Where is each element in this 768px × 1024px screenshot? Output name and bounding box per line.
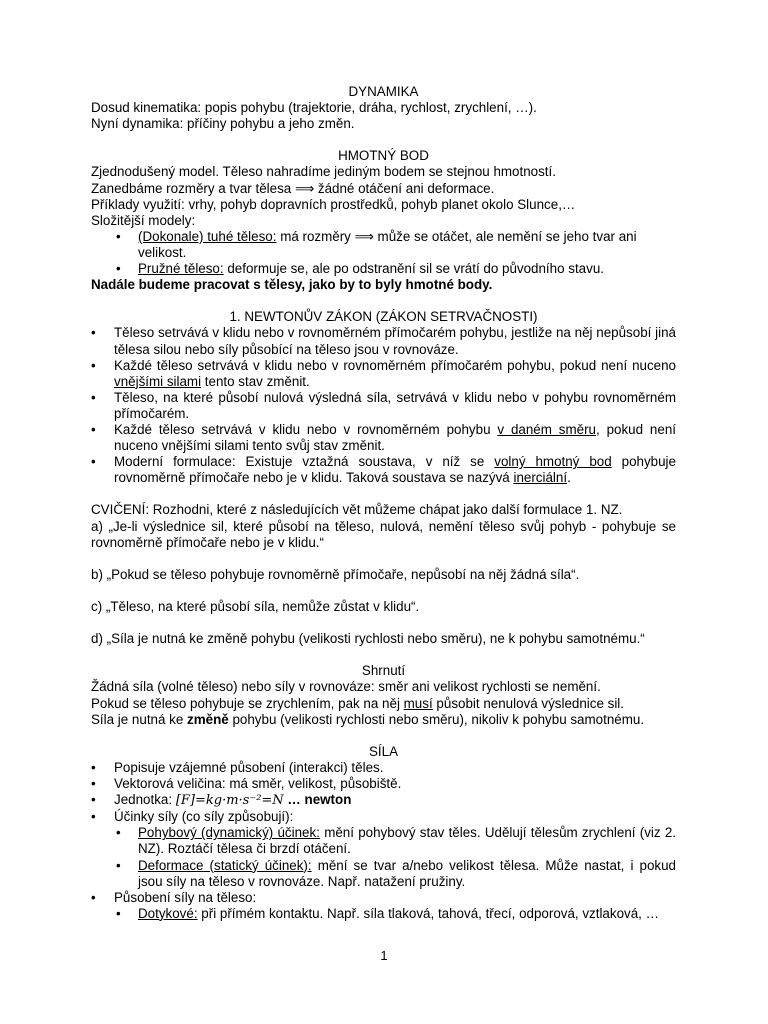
bullet-icon: • <box>91 759 96 775</box>
list-item: • Popisuje vzájemné působení (interakci) těles. <box>91 759 384 775</box>
document-page <box>91 84 676 922</box>
implies-arrow-icon: ⟹ <box>294 180 315 196</box>
bullet-icon: • <box>91 889 96 905</box>
list-item: • Každé těleso setrvává v klidu nebo v rovnoměrném pohybu v daném směru, pokud není nuceno vnějšími silami tento svůj stav změnit. <box>91 421 676 454</box>
effects-list <box>116 825 676 889</box>
bullet-icon: • <box>91 389 96 405</box>
bullet-icon: • <box>91 809 96 825</box>
bullet-icon: • <box>91 792 96 808</box>
bullet-icon: • <box>91 776 96 792</box>
section-title-sila: SÍLA <box>368 743 399 759</box>
bullet-icon: • <box>91 357 96 373</box>
summary-line-2: Pokud se těleso pohybuje se zrychlením, pak na něj musí působit nenulová výslednice sil. <box>91 695 625 711</box>
action-list <box>116 906 676 922</box>
models-list <box>116 229 676 277</box>
hb-line-3: Příklady využití: vrhy, pohyb dopravních prostředků, pohyb planet okolo Slunce,… <box>91 196 576 212</box>
bullet-icon: • <box>116 905 121 921</box>
list-item: • Jednotka: [F]=kg·m·s⁻²=N … newton <box>91 792 352 809</box>
list-item: • Pružné těleso: deformuje se, ale po odstranění sil se vrátí do původního stavu. <box>116 261 604 277</box>
section-title-dynamika: DYNAMIKA <box>348 84 419 99</box>
exercise-intro: CVIČENÍ: Rozhodni, které z následujících vět můžeme chápat jako další formulace 1. NZ. <box>91 502 623 518</box>
page-number: 1 <box>380 948 388 963</box>
list-item: • Vektorová veličina: má směr, velikost, působiště. <box>91 776 402 792</box>
bullet-icon: • <box>116 857 121 873</box>
hb-line-4: Složitější modely: <box>91 212 196 228</box>
implies-arrow-icon: ⟹ <box>354 228 374 244</box>
bullet-icon: • <box>116 261 121 277</box>
exercise-b: b) „Pokud se těleso pohybuje rovnoměrně přímočaře, nepůsobí na něj žádná síla“. <box>91 566 580 582</box>
exercise-a: a) „Je-li výslednice sil, které působí na těleso, nulová, nemění těleso svůj pohyb - pohybuje se rovnoměrně přímočaře nebo je v klidu.“ <box>91 518 676 550</box>
exercise-c: c) „Těleso, na které působí síla, nemůže zůstat v klidu“. <box>91 599 420 614</box>
unit-formula: [F]=kg·m·s⁻²=N <box>175 793 284 809</box>
section-title-hmotny-bod: HMOTNÝ BOD <box>338 148 429 164</box>
intro-line-2: Nyní dynamika: příčiny pohybu a jeho změn. <box>91 116 355 132</box>
force-list <box>91 760 676 922</box>
list-item: • Pohybový (dynamický) účinek: mění pohybový stav těles. Udělují tělesům zrychlení (viz 2. NZ). Roztáčí tělesa či brzdí otáčení. <box>116 825 676 857</box>
list-item: • Účinky síly (co síly způsobují): • Pohybový (dynamický) účinek: mění pohybový stav těles. Udělují tělesům zrychlení (viz 2. NZ). Roztáčí tělesa či brzdí otáčení. • Deformace (statický účinek): mění se tvar a/nebo velikost tělesa. Může nastat, i pokud jsou síly na těleso v rovnováze. Např. natažení pružiny. <box>91 809 676 889</box>
list-item: • Deformace (statický účinek): mění se tvar a/nebo velikost tělesa. Může nastat, i pokud jsou síly na těleso v rovnováze. Např. natažení pružiny. <box>116 857 676 889</box>
bullet-icon: • <box>91 325 96 341</box>
list-item: • Těleso, na které působí nulová výsledná síla, setrvává v klidu nebo v pohybu rovnoměrném přímočarém. <box>91 389 676 421</box>
exercise-d: d) „Síla je nutná ke změně pohybu (velikosti rychlosti nebo směru), ne k pohybu samotnému.“ <box>91 631 645 647</box>
list-item: • Každé těleso setrvává v klidu nebo v rovnoměrném přímočarém pohybu, pokud není nuceno vnějšími silami tento stav změnit. <box>91 357 676 389</box>
hb-line-2: Zanedbáme rozměry a tvar tělesa ⟹ žádné otáčení ani deformace. <box>91 180 495 196</box>
section-title-shrnuti: Shrnutí <box>361 663 406 679</box>
hb-line-1: Zjednodušený model. Těleso nahradíme jediným bodem se stejnou hmotností. <box>91 164 556 180</box>
list-item: • Působení síly na těleso: • Dotykové: při přímém kontaktu. Např. síla tlaková, tahová, třecí, odporová, vztlaková, … <box>91 890 676 922</box>
section-title-newton: 1. NEWTONŮV ZÁKON (ZÁKON SETRVAČNOSTI) <box>229 309 538 325</box>
list-item: • Dotykové: při přímém kontaktu. Např. síla tlaková, tahová, třecí, odporová, vztlaková, … <box>116 905 659 921</box>
bullet-icon: • <box>116 228 121 244</box>
summary-line-3: Síla je nutná ke změně pohybu (velikosti rychlosti nebo směru), nikoliv k pohybu samotnému. <box>91 711 645 727</box>
intro-line-1: Dosud kinematika: popis pohybu (trajektorie, dráha, rychlost, zrychlení, …). <box>91 100 537 116</box>
bullet-icon: • <box>91 454 96 470</box>
bullet-icon: • <box>116 825 121 841</box>
list-item: • (Dokonale) tuhé těleso: má rozměry ⟹ může se otáčet, ale nemění se jeho tvar ani velikost. <box>116 228 637 260</box>
hb-bold-line: Nadále budeme pracovat s tělesy, jako by to byly hmotné body. <box>91 277 493 293</box>
list-item: • Těleso setrvává v klidu nebo v rovnoměrném přímočarém pohybu, jestliže na něj nepůsobí jiná tělesa silou nebo síly působící na těleso jsou v rovnováze. <box>91 325 676 357</box>
list-item: • Moderní formulace: Existuje vztažná soustava, v níž se volný hmotný bod pohybuje rovnoměrně přímočaře nebo je v klidu. Taková soustava se nazývá inerciální. <box>91 454 676 486</box>
bullet-icon: • <box>91 421 96 437</box>
summary-line-1: Žádná síla (volné těleso) nebo síly v rovnováze: směr ani velikost rychlosti se nemění. <box>91 679 601 695</box>
newton-list <box>91 325 676 486</box>
